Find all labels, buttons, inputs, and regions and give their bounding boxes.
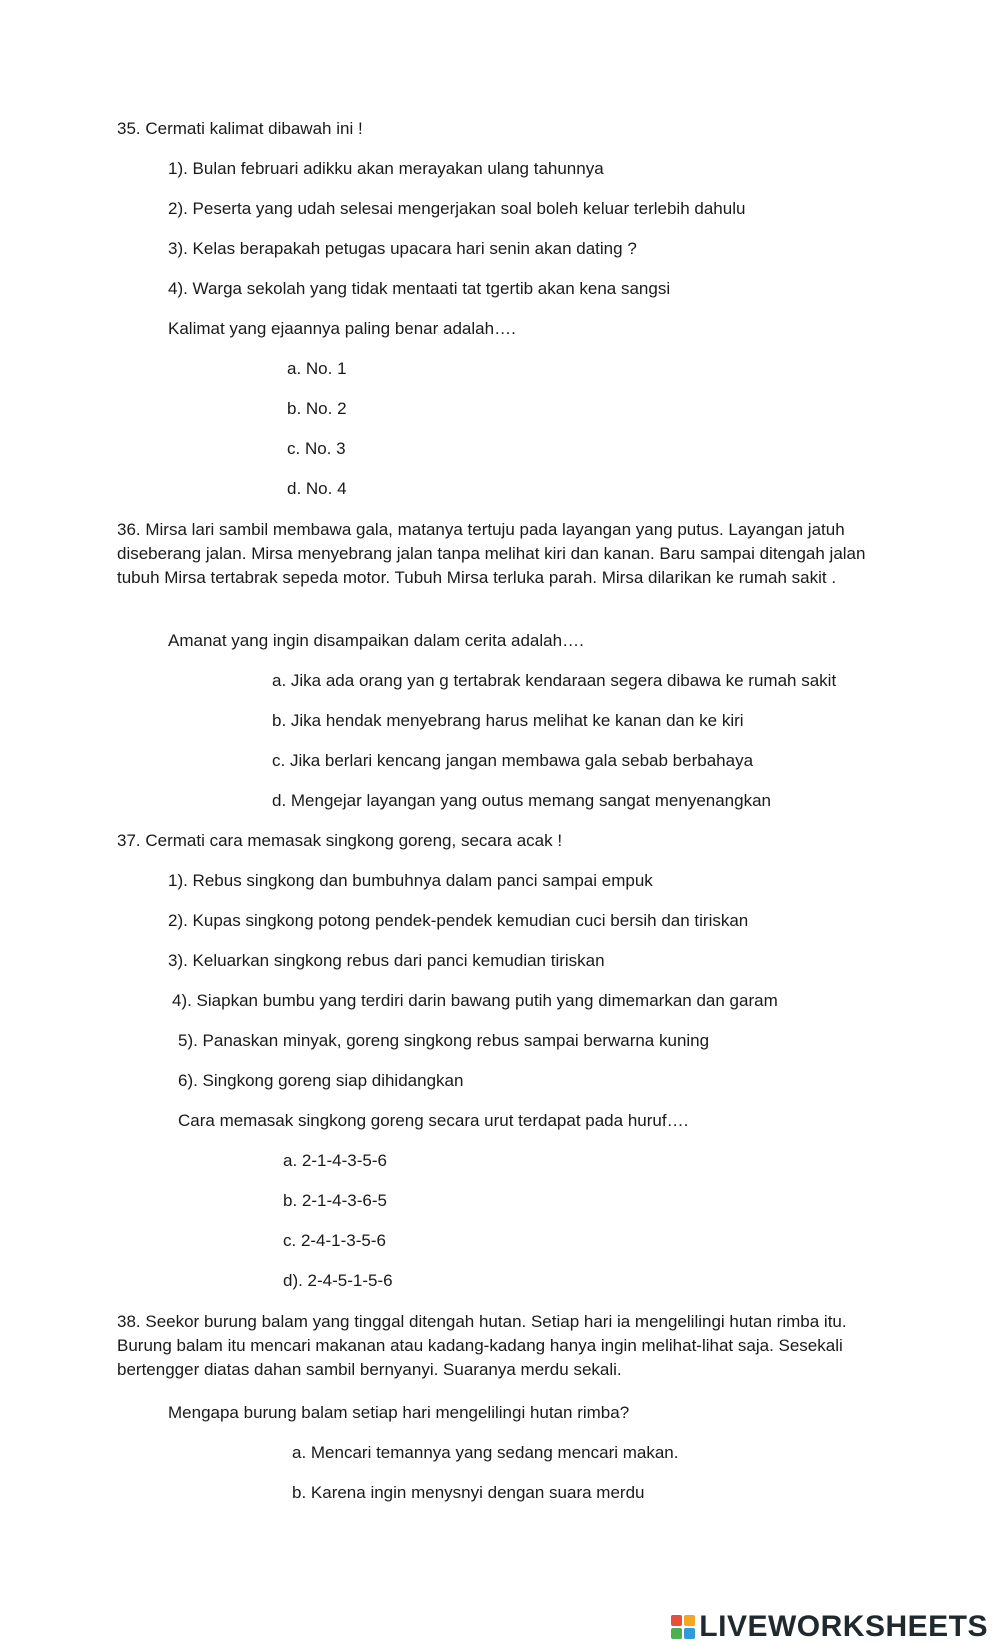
- liveworksheets-logo: [671, 1610, 988, 1644]
- q37-question: Cara memasak singkong goreng secara urut terdapat pada huruf….: [178, 1111, 689, 1130]
- q37-item-5: 5). Panaskan minyak, goreng singkong rebus sampai berwarna kuning: [178, 1031, 710, 1050]
- q37-item-1: 1). Rebus singkong dan bumbuhnya dalam panci sampai empuk: [168, 871, 653, 890]
- q35-option-a[interactable]: a. No. 1: [287, 359, 347, 378]
- q37-option-a[interactable]: a. 2-1-4-3-5-6: [283, 1151, 387, 1170]
- liveworksheets-logo-mark-icon: [671, 1615, 695, 1639]
- q35-option-d[interactable]: d. No. 4: [287, 479, 347, 498]
- q38-question: Mengapa burung balam setiap hari mengelilingi hutan rimba?: [168, 1403, 630, 1422]
- q37-option-b[interactable]: b. 2-1-4-3-6-5: [283, 1191, 387, 1210]
- logo-square-v: [671, 1628, 682, 1639]
- logo-text: LIVEWORKSHEETS: [699, 1610, 988, 1643]
- q35-item-3: 3). Kelas berapakah petugas upacara hari senin akan dating ?: [168, 239, 637, 258]
- q36-question: Amanat yang ingin disampaikan dalam cerita adalah….: [168, 631, 584, 650]
- q36-option-d[interactable]: d. Mengejar layangan yang outus memang sangat menyenangkan: [272, 791, 772, 810]
- q37-option-c[interactable]: c. 2-4-1-3-5-6: [283, 1231, 386, 1250]
- q35-item-4: 4). Warga sekolah yang tidak mentaati tat tgertib akan kena sangsi: [168, 279, 671, 298]
- q35-item-1: 1). Bulan februari adikku akan merayakan ulang tahunnya: [168, 159, 604, 178]
- q38-option-a[interactable]: a. Mencari temannya yang sedang mencari makan.: [292, 1443, 679, 1462]
- q38-option-b[interactable]: b. Karena ingin menysnyi dengan suara merdu: [292, 1483, 645, 1502]
- q37-option-d[interactable]: d). 2-4-5-1-5-6: [283, 1271, 393, 1290]
- q35-question: Kalimat yang ejaannya paling benar adalah….: [168, 319, 516, 338]
- q37-item-6: 6). Singkong goreng siap dihidangkan: [178, 1071, 464, 1090]
- q35-option-c[interactable]: c. No. 3: [287, 439, 346, 458]
- logo-square-e: [684, 1628, 695, 1639]
- q37-item-3: 3). Keluarkan singkong rebus dari panci kemudian tiriskan: [168, 951, 605, 970]
- q35-title: 35. Cermati kalimat dibawah ini !: [117, 119, 363, 138]
- q36-option-b[interactable]: b. Jika hendak menyebrang harus melihat ke kanan dan ke kiri: [272, 711, 744, 730]
- q36-passage: 36. Mirsa lari sambil membawa gala, matanya tertuju pada layangan yang putus. Layangan jatuh diseberang jalan. Mirsa menyebrang jalan tanpa melihat kiri dan kanan. Baru sampai ditengah jalan tubuh Mirsa tertabrak sepeda motor. Tubuh Mirsa terluka parah. Mirsa dilarikan ke rumah sakit .: [117, 520, 866, 587]
- logo-square-l: [671, 1615, 682, 1626]
- q36-option-c[interactable]: c. Jika berlari kencang jangan membawa gala sebab berbahaya: [272, 751, 754, 770]
- logo-square-i: [684, 1615, 695, 1626]
- q38-passage: 38. Seekor burung balam yang tinggal ditengah hutan. Setiap hari ia mengelilingi hutan rimba itu. Burung balam itu mencari makanan atau kadang-kadang hanya ingin melihat-lihat saja. Sesekali bertengger diatas dahan sambil bernyanyi. Suaranya merdu sekali.: [117, 1312, 847, 1379]
- q37-item-4: 4). Siapkan bumbu yang terdiri darin bawang putih yang dimemarkan dan garam: [172, 991, 778, 1010]
- q37-item-2: 2). Kupas singkong potong pendek-pendek kemudian cuci bersih dan tiriskan: [168, 911, 749, 930]
- q36-option-a[interactable]: a. Jika ada orang yan g tertabrak kendaraan segera dibawa ke rumah sakit: [272, 671, 837, 690]
- q35-option-b[interactable]: b. No. 2: [287, 399, 347, 418]
- q35-item-2: 2). Peserta yang udah selesai mengerjakan soal boleh keluar terlebih dahulu: [168, 199, 746, 218]
- q37-title: 37. Cermati cara memasak singkong goreng, secara acak !: [117, 831, 563, 850]
